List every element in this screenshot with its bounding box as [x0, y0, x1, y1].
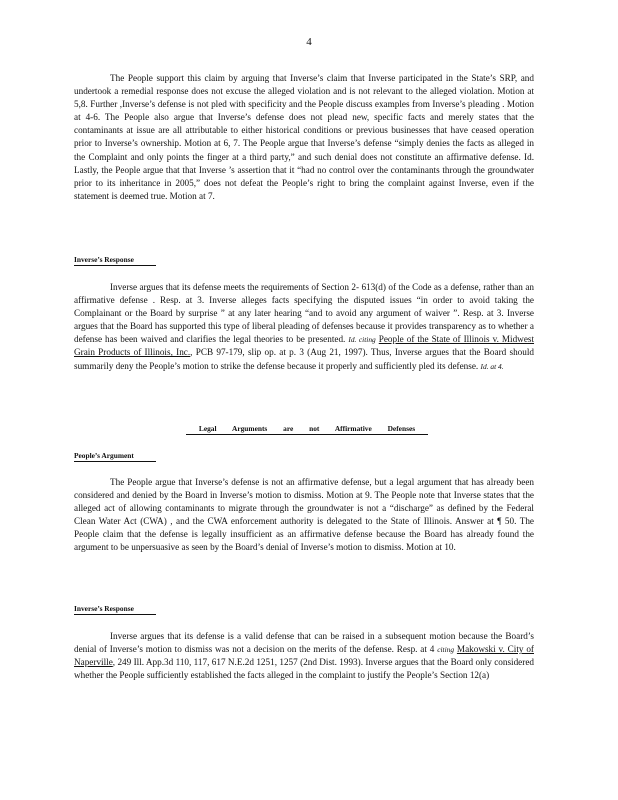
paragraph-text: The People argue that Inverse’s defense is not an affirmative defense, but a legal argument that has already been considered and denied by the Board in Inverse’s motion to dismiss. Motion at 9. The People note that Inverse states that the alleged act of allowing contaminants to migrate through the groundwater is not a “discharge” as defined by the Federal Clean Water Act (CWA) , and the CWA enforcement authority is delegated to the State of Illinois. Answer at ¶ 50. The People claim that the defense is legally insufficient as an affirmative defense because the Board has already found the argument to be unpersuasive as seen by the Board’s denial of Inverse’s motion to dismiss. Motion at 10.	[74, 477, 534, 553]
paragraph-people-argue-legal	[74, 476, 534, 555]
citation-signal: citing	[437, 645, 455, 655]
section-heading-inverse-response-2: Inverse’s Response	[74, 604, 156, 615]
paragraph-text-continued: , PCB 97-179, slip op. at p. 3 (Aug 21, 1997). Thus, Inverse argues that the Board should summarily deny the People’s motion to strike the defense because it properly and sufficiently pled its defense.	[74, 347, 534, 371]
paragraph-text: Inverse argues that its defense meets the requirements of Section 2- 613(d) of the Code as a defense, rather than an affirmative defense . Resp. at 3. Inverse alleges facts specifying the disputed issues “in order to avoid taking the Complainant or the Board by surprise ” at any later hearing “and to avoid any argument of waiver ”. Resp. at 3. Inverse argues that the Board has supported this type of liberal pleading of defenses because it provides transparency as to whether a defense has been waived and clarifies the legal theories to be presented.	[74, 282, 534, 345]
paragraph-text: Inverse argues that its defense is a valid defense that can be raised in a subsequent motion because the Board’s denial of Inverse’s motion to dismiss was not a decision on the merits of the defense. Resp. at 4	[74, 631, 534, 655]
section-heading-inverse-response-1: Inverse’s Response	[74, 255, 156, 266]
paragraph-inverse-valid-defense	[74, 630, 534, 682]
center-heading-legal-arguments: Legal Arguments are not Affirmative Defenses	[186, 424, 428, 435]
section-heading-peoples-argument: People’s Argument	[74, 451, 156, 462]
paragraph-text-continued: , 249 Ill. App.3d 110, 117, 617 N.E.2d 1251, 1257 (2nd Dist. 1993). Inverse argues that the Board only considered whether the People sufficiently established the facts alleged in the complaint to justify the People’s Section 12(a)	[74, 657, 534, 681]
paragraph-inverse-argues-defense	[74, 281, 534, 373]
case-name: People of the State of Illinois v. Midwest Grain Products of Illinois, Inc.	[74, 334, 535, 358]
paragraph-text: The People support this claim by arguing that Inverse’s claim that Inverse participated in the State’s SRP, and undertook a remedial response does not excuse the alleged violation and is not relevant to the alleged violation. Motion at 5,8. Further ,Inverse’s defense is not pled with specificity and the People discuss examples from Inverse’s pleading . Motion at 4-6. The People also argue that Inverse’s defense does not plead new, specific facts and merely states that the contaminants at issue are all attributable to either historical conditions or previous businesses that have ceased operation prior to Inverse’s ownership. Motion at 6, 7. The People argue that Inverse’s defense “simply denies the facts as alleged in the Complaint and only points the finger at a third party,” and such denial does not constitute an affirmative defense. Id. Lastly, the People argue that that Inverse ’s assertion that it “had no control over the contaminants through the groundwater prior to its inheritance in 2005,” does not defeat the People’s right to bring the complaint against Inverse, even if the statement is deemed true. Motion at 7.	[74, 73, 534, 201]
paragraph-content	[74, 281, 534, 373]
end-citation: Id. at 4.	[480, 361, 504, 371]
page-number: 4	[306, 36, 312, 48]
paragraph-people-support	[74, 72, 534, 203]
citation-signal: Id. citing	[348, 335, 376, 345]
case-name: Makowski v. City of Naperville	[74, 644, 534, 668]
paragraph-content	[74, 630, 534, 682]
